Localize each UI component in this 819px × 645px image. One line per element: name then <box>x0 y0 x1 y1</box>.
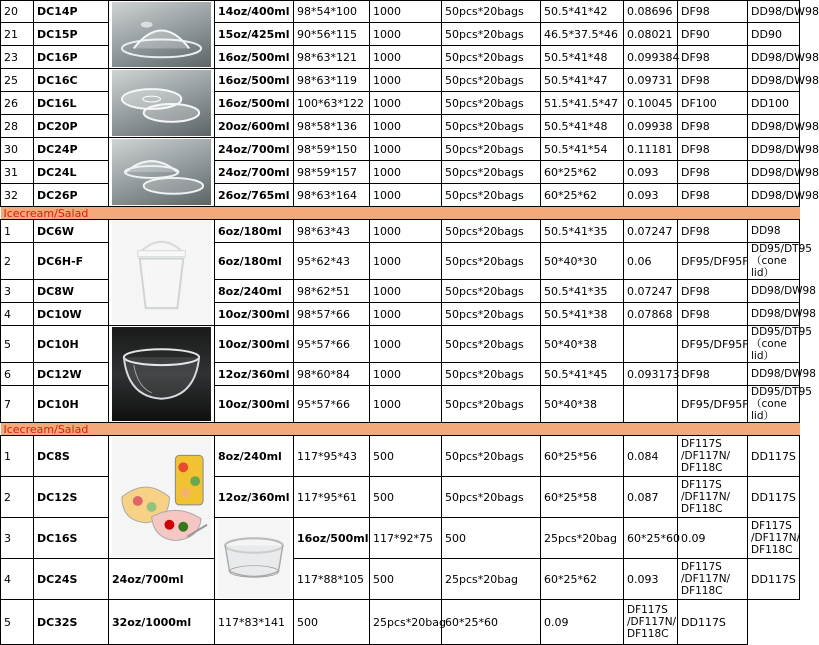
carton-cell: 50.5*41*38 <box>541 303 624 326</box>
lid2-cell: DD98/DW98 <box>748 303 800 326</box>
cbm-cell: 0.09 <box>678 518 748 559</box>
capacity-cell: 16oz/500ml <box>294 518 370 559</box>
model-cell: DC6H-F <box>34 243 109 280</box>
quantity-cell: 500 <box>370 559 442 600</box>
icecream-bowl-photo <box>109 326 215 423</box>
quantity-cell: 1000 <box>370 243 442 280</box>
model-cell: DC32S <box>34 600 109 645</box>
cbm-cell: 0.07868 <box>624 303 678 326</box>
quantity-cell: 1000 <box>370 23 442 46</box>
model-cell: DC10H <box>34 326 109 363</box>
section-header <box>1 207 800 220</box>
clear-flat-lids-photo-image <box>112 70 211 136</box>
capacity-cell: 6oz/180ml <box>215 220 294 243</box>
carton-cell: 60*25*60 <box>442 600 541 645</box>
row-number: 26 <box>1 92 34 115</box>
carton-cell: 60*25*56 <box>541 436 624 477</box>
model-cell: DC26P <box>34 184 109 207</box>
carton-cell: 50.5*41*54 <box>541 138 624 161</box>
clear-cup-lids-photo <box>109 138 215 207</box>
lid1-cell: DF100 <box>678 92 748 115</box>
capacity-cell: 16oz/500ml <box>215 92 294 115</box>
cbm-cell: 0.093 <box>624 184 678 207</box>
quantity-cell: 500 <box>294 600 370 645</box>
icecream-bowl-photo-image <box>112 327 211 421</box>
lid1-cell: DF95/DF95F <box>678 386 748 423</box>
quantity-cell: 500 <box>370 436 442 477</box>
quantity-cell: 1000 <box>370 138 442 161</box>
lid1-cell: DF90 <box>678 23 748 46</box>
packing-cell: 25pcs*20bag <box>370 600 442 645</box>
capacity-cell: 6oz/180ml <box>215 243 294 280</box>
size-cell: 95*57*66 <box>294 386 370 423</box>
row-number: 3 <box>1 280 34 303</box>
row-number: 30 <box>1 138 34 161</box>
model-cell: DC12W <box>34 363 109 386</box>
carton-cell: 50*40*38 <box>541 386 624 423</box>
table-row <box>1 600 800 645</box>
lid2-cell: DD98/DW98 <box>748 161 800 184</box>
lid1-cell: DF117S /DF117N/ DF118C <box>678 436 748 477</box>
cbm-cell: 0.093 <box>624 559 678 600</box>
size-cell: 98*63*119 <box>294 69 370 92</box>
fruit-salad-bowls-photo <box>109 436 215 559</box>
clear-cup-lids-photo-image <box>112 139 211 205</box>
carton-cell: 50.5*41*35 <box>541 280 624 303</box>
size-cell: 98*59*150 <box>294 138 370 161</box>
cbm-cell: 0.093 <box>624 161 678 184</box>
lid2-cell: DD98/DW98 <box>748 138 800 161</box>
capacity-cell: 10oz/300ml <box>215 386 294 423</box>
row-number: 5 <box>1 600 34 645</box>
carton-cell: 60*25*62 <box>541 161 624 184</box>
lid2-cell: DD95/DT95 （cone lid） <box>748 326 800 363</box>
lid2-cell: DD98/DW98 <box>748 46 800 69</box>
lid2-cell: DD98 <box>748 220 800 243</box>
packing-cell: 50pcs*20bags <box>442 161 541 184</box>
size-cell: 98*57*66 <box>294 303 370 326</box>
lid1-cell: DF98 <box>678 161 748 184</box>
quantity-cell: 1000 <box>370 184 442 207</box>
model-cell: DC24P <box>34 138 109 161</box>
row-number: 28 <box>1 115 34 138</box>
size-cell: 117*95*43 <box>294 436 370 477</box>
quantity-cell: 1000 <box>370 280 442 303</box>
packing-cell: 50pcs*20bags <box>442 477 541 518</box>
cbm-cell: 0.11181 <box>624 138 678 161</box>
packing-cell: 50pcs*20bags <box>442 220 541 243</box>
lid1-cell: DF98 <box>678 46 748 69</box>
lid2-cell: DD98/DW98 <box>748 69 800 92</box>
quantity-cell: 1000 <box>370 1 442 23</box>
packing-cell: 50pcs*20bags <box>442 280 541 303</box>
quantity-cell: 1000 <box>370 69 442 92</box>
cbm-cell: 0.09731 <box>624 69 678 92</box>
lid2-cell: DD95/DT95 （cone lid） <box>748 386 800 423</box>
carton-cell: 50.5*41*35 <box>541 220 624 243</box>
lid1-cell: DF98 <box>678 184 748 207</box>
row-number: 4 <box>1 559 34 600</box>
lid1-cell: DF98 <box>678 220 748 243</box>
row-number: 3 <box>1 518 34 559</box>
packing-cell: 50pcs*20bags <box>442 46 541 69</box>
lid2-cell: DD98/DW98 <box>748 363 800 386</box>
carton-cell: 50.5*41*47 <box>541 69 624 92</box>
size-cell: 98*63*121 <box>294 46 370 69</box>
carton-cell: 50*40*30 <box>541 243 624 280</box>
size-cell: 90*56*115 <box>294 23 370 46</box>
lid2-cell: DD100 <box>748 92 800 115</box>
row-number: 31 <box>1 161 34 184</box>
size-cell: 95*57*66 <box>294 326 370 363</box>
model-cell: DC10H <box>34 386 109 423</box>
lid1-cell: DF98 <box>678 280 748 303</box>
carton-cell: 60*25*60 <box>624 518 678 559</box>
lid2-cell: DD98/DW98 <box>748 184 800 207</box>
lid1-cell: DF117S /DF117N/ DF118C <box>748 518 800 559</box>
carton-cell: 60*25*62 <box>541 559 624 600</box>
carton-cell: 50.5*41*48 <box>541 115 624 138</box>
packing-cell: 50pcs*20bags <box>442 436 541 477</box>
carton-cell: 50.5*41*48 <box>541 46 624 69</box>
table-row <box>1 559 800 600</box>
packing-cell: 50pcs*20bags <box>442 184 541 207</box>
cbm-cell: 0.08021 <box>624 23 678 46</box>
cbm-cell: 0.084 <box>624 436 678 477</box>
size-cell: 100*63*122 <box>294 92 370 115</box>
lid2-cell: DD98/DW98 <box>748 115 800 138</box>
quantity-cell: 1000 <box>370 46 442 69</box>
table-row <box>1 69 800 92</box>
lid1-cell: DF95/DF95F <box>678 326 748 363</box>
quantity-cell: 1000 <box>370 220 442 243</box>
model-cell: DC16P <box>34 46 109 69</box>
model-cell: DC10W <box>34 303 109 326</box>
packing-cell: 25pcs*20bag <box>541 518 624 559</box>
lid2-cell: DD117S <box>678 600 748 645</box>
size-cell: 98*60*84 <box>294 363 370 386</box>
capacity-cell: 10oz/300ml <box>215 326 294 363</box>
size-cell: 98*58*136 <box>294 115 370 138</box>
quantity-cell: 1000 <box>370 363 442 386</box>
capacity-cell: 12oz/360ml <box>215 477 294 518</box>
size-cell: 117*92*75 <box>370 518 442 559</box>
model-cell: DC16C <box>34 69 109 92</box>
cbm-cell: 0.07247 <box>624 220 678 243</box>
capacity-cell: 32oz/1000ml <box>109 600 215 645</box>
model-cell: DC6W <box>34 220 109 243</box>
capacity-cell: 20oz/600ml <box>215 115 294 138</box>
size-cell: 98*62*51 <box>294 280 370 303</box>
model-cell: DC15P <box>34 23 109 46</box>
capacity-cell: 26oz/765ml <box>215 184 294 207</box>
lid2-cell: DD95/DT95 （cone lid） <box>748 243 800 280</box>
row-number: 2 <box>1 243 34 280</box>
packing-cell: 50pcs*20bags <box>442 69 541 92</box>
packing-cell: 50pcs*20bags <box>442 326 541 363</box>
lid2-cell: DD117S <box>748 436 800 477</box>
quantity-cell: 1000 <box>370 115 442 138</box>
cbm-cell: 0.093173 <box>624 363 678 386</box>
size-cell: 98*54*100 <box>294 1 370 23</box>
model-cell: DC16L <box>34 92 109 115</box>
cbm-cell <box>624 326 678 363</box>
lid1-cell: DF98 <box>678 1 748 23</box>
carton-cell: 46.5*37.5*46 <box>541 23 624 46</box>
row-number: 20 <box>1 1 34 23</box>
capacity-cell: 10oz/300ml <box>215 303 294 326</box>
quantity-cell: 1000 <box>370 161 442 184</box>
carton-cell: 50.5*41*45 <box>541 363 624 386</box>
packing-cell: 50pcs*20bags <box>442 243 541 280</box>
lid2-cell: DD117S <box>748 559 800 600</box>
model-cell: DC24S <box>34 559 109 600</box>
size-cell: 95*62*43 <box>294 243 370 280</box>
capacity-cell: 24oz/700ml <box>215 138 294 161</box>
table-body <box>1 1 819 645</box>
packing-cell: 25pcs*20bag <box>442 559 541 600</box>
quantity-cell: 1000 <box>370 92 442 115</box>
capacity-cell: 8oz/240ml <box>215 436 294 477</box>
quantity-cell: 500 <box>370 477 442 518</box>
packing-cell: 50pcs*20bags <box>442 23 541 46</box>
model-cell: DC8W <box>34 280 109 303</box>
table-row <box>1 1 800 23</box>
cbm-cell: 0.07247 <box>624 280 678 303</box>
packing-cell: 50pcs*20bags <box>442 138 541 161</box>
cbm-cell: 0.06 <box>624 243 678 280</box>
table-row <box>1 326 800 363</box>
lid1-cell: DF98 <box>678 69 748 92</box>
quantity-cell: 1000 <box>370 326 442 363</box>
model-cell: DC8S <box>34 436 109 477</box>
capacity-cell: 16oz/500ml <box>215 46 294 69</box>
clear-dome-lids-photo-image <box>112 2 211 67</box>
model-cell: DC12S <box>34 477 109 518</box>
lid1-cell: DF117S /DF117N/ DF118C <box>624 600 678 645</box>
lid1-cell: DF98 <box>678 138 748 161</box>
cbm-cell <box>624 386 678 423</box>
section-label: Icecream/Salad <box>1 207 800 220</box>
lid2-cell: DD98/DW98 <box>748 1 800 23</box>
capacity-cell: 12oz/360ml <box>215 363 294 386</box>
packing-cell: 50pcs*20bags <box>442 303 541 326</box>
lid1-cell: DF98 <box>678 303 748 326</box>
packing-cell: 50pcs*20bags <box>442 115 541 138</box>
cbm-cell: 0.099384 <box>624 46 678 69</box>
icecream-cup-with-lid-photo-image <box>112 221 211 324</box>
clear-dome-lids-photo <box>109 1 215 69</box>
section-label: Icecream/Salad <box>1 423 800 436</box>
capacity-cell: 8oz/240ml <box>215 280 294 303</box>
model-cell: DC16S <box>34 518 109 559</box>
cbm-cell: 0.08696 <box>624 1 678 23</box>
capacity-cell: 24oz/700ml <box>109 559 215 600</box>
icecream-cup-with-lid-photo <box>109 220 215 326</box>
model-cell: DC24L <box>34 161 109 184</box>
table-row <box>1 138 800 161</box>
capacity-cell: 15oz/425ml <box>215 23 294 46</box>
size-cell: 98*63*43 <box>294 220 370 243</box>
row-number: 7 <box>1 386 34 423</box>
carton-cell: 50.5*41*42 <box>541 1 624 23</box>
row-number: 2 <box>1 477 34 518</box>
capacity-cell: 24oz/700ml <box>215 161 294 184</box>
cbm-cell: 0.087 <box>624 477 678 518</box>
carton-cell: 50*40*38 <box>541 326 624 363</box>
row-number: 1 <box>1 220 34 243</box>
section-header <box>1 423 800 436</box>
quantity-cell: 1000 <box>370 303 442 326</box>
lid1-cell: DF98 <box>678 115 748 138</box>
capacity-cell: 14oz/400ml <box>215 1 294 23</box>
lid1-cell: DF98 <box>678 363 748 386</box>
lid2-cell: DD117S <box>748 477 800 518</box>
row-number: 32 <box>1 184 34 207</box>
lid1-cell: DF95/DF95F <box>678 243 748 280</box>
lid2-cell: DD98/DW98 <box>748 280 800 303</box>
clear-salad-bowl-photo-image <box>218 519 290 598</box>
clear-salad-bowl-photo <box>215 518 294 600</box>
cbm-cell: 0.09938 <box>624 115 678 138</box>
quantity-cell: 500 <box>442 518 541 559</box>
packing-cell: 50pcs*20bags <box>442 363 541 386</box>
table-row <box>1 220 800 243</box>
size-cell: 98*59*157 <box>294 161 370 184</box>
packing-cell: 50pcs*20bags <box>442 1 541 23</box>
size-cell: 117*95*61 <box>294 477 370 518</box>
lid1-cell: DF117S /DF117N/ DF118C <box>678 477 748 518</box>
row-number: 5 <box>1 326 34 363</box>
lid1-cell: DF117S /DF117N/ DF118C <box>678 559 748 600</box>
row-number: 25 <box>1 69 34 92</box>
row-number: 1 <box>1 436 34 477</box>
packing-cell: 50pcs*20bags <box>442 386 541 423</box>
size-cell: 98*63*164 <box>294 184 370 207</box>
fruit-salad-bowls-photo-image <box>112 437 211 557</box>
cbm-cell: 0.10045 <box>624 92 678 115</box>
clear-flat-lids-photo <box>109 69 215 138</box>
cbm-cell: 0.09 <box>541 600 624 645</box>
row-number: 4 <box>1 303 34 326</box>
carton-cell: 60*25*62 <box>541 184 624 207</box>
model-cell: DC20P <box>34 115 109 138</box>
quantity-cell: 1000 <box>370 386 442 423</box>
size-cell: 117*83*141 <box>215 600 294 645</box>
carton-cell: 60*25*58 <box>541 477 624 518</box>
model-cell: DC14P <box>34 1 109 23</box>
row-number: 23 <box>1 46 34 69</box>
packing-cell: 50pcs*20bags <box>442 92 541 115</box>
size-cell: 117*88*105 <box>294 559 370 600</box>
table-row <box>1 436 800 477</box>
capacity-cell: 16oz/500ml <box>215 69 294 92</box>
row-number: 21 <box>1 23 34 46</box>
lid2-cell: DD90 <box>748 23 800 46</box>
row-number: 6 <box>1 363 34 386</box>
carton-cell: 51.5*41.5*47 <box>541 92 624 115</box>
